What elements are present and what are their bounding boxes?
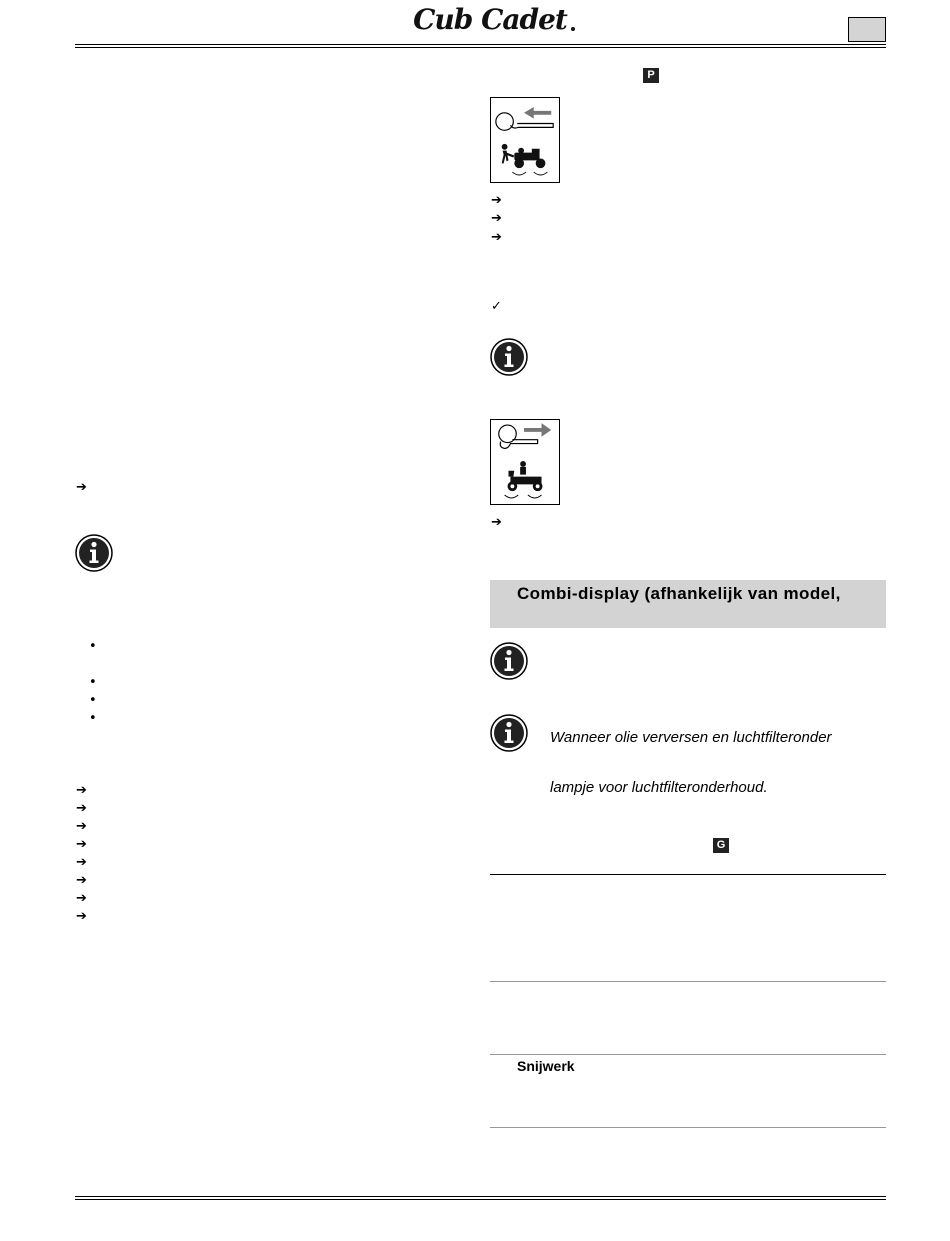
bullet-icon: • <box>89 693 97 708</box>
arrow-icon: ➔ <box>76 891 87 906</box>
arrow-icon: ➔ <box>76 819 87 834</box>
info-icon <box>490 714 528 752</box>
key-g-icon: G <box>713 838 729 853</box>
table-top-rule <box>490 874 886 875</box>
table-row-divider <box>490 1054 886 1055</box>
arrow-icon: ➔ <box>76 909 87 924</box>
footer-rule <box>75 1196 886 1200</box>
table-row-divider <box>490 1127 886 1128</box>
cub-cadet-logo <box>403 3 578 37</box>
bullet-icon: • <box>89 639 97 654</box>
check-icon: ✓ <box>491 299 502 314</box>
arrow-icon: ➔ <box>76 783 87 798</box>
combi-display-heading-bar <box>490 580 886 628</box>
maintenance-note-line: Wanneer olie verversen en luchtfilteronder <box>550 729 832 746</box>
table-row-divider <box>490 981 886 982</box>
arrow-icon: ➔ <box>491 515 502 530</box>
arrow-icon: ➔ <box>76 480 87 495</box>
info-icon <box>490 642 528 680</box>
arrow-icon: ➔ <box>491 230 502 245</box>
arrow-icon: ➔ <box>76 837 87 852</box>
arrow-icon: ➔ <box>76 873 87 888</box>
drive-mower-pictogram-icon <box>490 419 560 505</box>
section-heading: Combi-display (afhankelijk van model, <box>517 584 841 603</box>
info-icon <box>75 534 113 572</box>
key-p-icon: P <box>643 68 659 83</box>
info-icon <box>490 338 528 376</box>
bullet-icon: • <box>89 711 97 726</box>
arrow-icon: ➔ <box>76 855 87 870</box>
table-row-label: Snijwerk <box>517 1058 575 1074</box>
push-mower-pictogram-icon <box>490 97 560 183</box>
arrow-icon: ➔ <box>76 801 87 816</box>
svg-text:Cub Cadet: Cub Cadet <box>413 3 567 36</box>
arrow-icon: ➔ <box>491 211 502 226</box>
language-box <box>848 17 886 42</box>
bullet-icon: • <box>89 675 97 690</box>
arrow-icon: ➔ <box>491 193 502 208</box>
maintenance-note-line: lampje voor luchtfilteronderhoud. <box>550 779 768 796</box>
header-rule <box>75 44 886 48</box>
